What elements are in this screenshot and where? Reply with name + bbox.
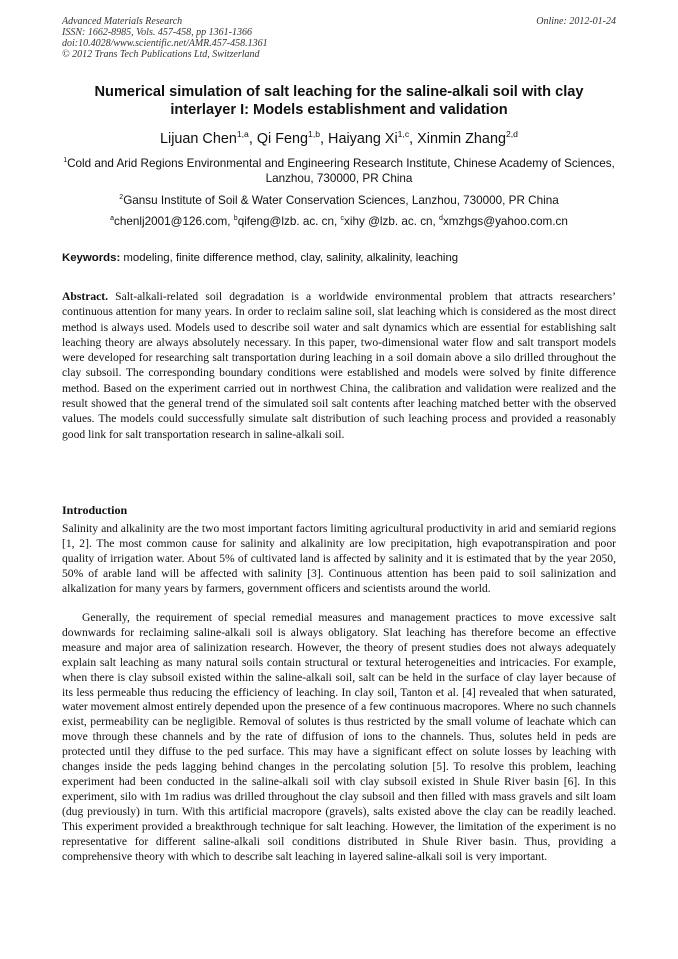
body-paragraph: Generally, the requirement of special remedial measures and management practices to move excessive salt downwards for reclaiming saline-alkali soil is always obligatory. Slat leaching has therefore become an effective measure and major area of salinization research. However, the theory of present studies does not always adequately explain salt leaching as many natural soils contain structural or textural heterogeneities and intricacies. For example, when there is clay subsoil existed within the saline-alkali soil, salt can be held in the surface of clay layer because of its less permeable thus reducing the efficiency of leaching. In clay soil, Tanton et al. [4] revealed that when saturated, water movement almost entirely depended upon the presence of a few continuous macropores. Where no such channels exist, permeability can be negligible. Removal of solutes is thus restricted by the small volume of leachate which can move through these channels and by the rate of diffusion of ions to the channels. Thus, solutes held in peds are protected until they diffuse to the ped surface. This may have a significant effect on solute losses by leaching with changes inside the peds lagging behind changes in the percolating solution [5]. To resolve this problem, leaching experiment had been conducted in the saline-alkali soil with clay subsoil existed in Shule River basin [6]. In this experiment, silo with 1m radius was drilled throughout the clay subsoil and then filled with mass gravels and silt loam (dug previously) in turn. With this artificial macropore (gravels), salts existed above the clay can be readily leached. This experiment provided a breakthrough technique for salt leaching. However, the limitation of the experiment is no representative for different saline-alkali soil conditions distributed in Shule River basin. Thus, providing a comprehensive theory with which to describe salt leaching in layered saline-alkali soil is very important.: [62, 611, 616, 863]
section-heading-introduction: Introduction: [62, 503, 128, 517]
affiliation-2: [62, 193, 616, 208]
paper-title: Numerical simulation of salt leaching for the saline-alkali soil with clay interlayer I: Models establishment and validation: [94, 84, 584, 118]
affiliation-text: Cold and Arid Regions Environmental and Engineering Research Institute, Chinese Academy of Sciences, Lanzhou, 730000, PR China: [67, 157, 615, 185]
email-mark: b: [233, 215, 238, 223]
online-date: Online: 2012-01-24: [536, 16, 616, 27]
email-address: xmzhgs@yahoo.com.cn: [442, 215, 568, 228]
email-mark: c: [340, 215, 345, 223]
copyright-line: © 2012 Trans Tech Publications Ltd, Switzerland: [62, 49, 260, 60]
author-name: Haiyang Xi: [328, 131, 398, 147]
email-address: chenlj2001@126.com,: [114, 215, 234, 228]
affiliation-mark: 2: [119, 194, 124, 202]
author-name: Xinmin Zhang: [417, 131, 506, 147]
abstract-text: Salt-alkali-related soil degradation is a worldwide environmental problem that attracts researchers’ continuous attention for many years. In order to reclaim saline soil, slat leaching which is considered as the most direct method is always used. Models used to describe soil water and salt dynamics which are essential for establishing salt leaching theory are always absolutely necessary. In this paper, two-dimensional water flow and salt transport models were developed for researching salt transportation during leaching in a soil domain above a silo drilled throughout the clay subsoil. The corresponding boundary conditions were established and models were solved by finite difference method. Based on the experiment carried out in northwest China, the calibration and validation were realized and the result showed that the general trend of the simulated soil salt contents after leaching matched better with the observed values. The models could successfully simulate salt distribution of such leaching process and provided a reasonably good link for salt transportation research in saline-alkali soil.: [62, 290, 616, 441]
doi-line: doi:10.4028/www.scientific.net/AMR.457-458.1361: [62, 38, 268, 49]
keywords-text: modeling, finite difference method, clay, salinity, alkalinity, leaching: [120, 252, 459, 264]
journal-name: Advanced Materials Research: [62, 16, 183, 27]
affiliation-mark: 1: [63, 157, 68, 165]
author-affiliation-mark: 1,b: [308, 129, 321, 140]
email-mark: d: [439, 215, 443, 223]
author-affiliation-mark: 1,a: [236, 129, 249, 140]
journal-header: [62, 16, 616, 60]
abstract-label: Abstract.: [62, 290, 109, 303]
abstract-paragraph: [62, 289, 616, 442]
author-affiliation-mark: 2,d: [505, 129, 518, 140]
affiliation-1: [62, 156, 616, 186]
email-mark: a: [110, 215, 115, 223]
author-emails: [62, 214, 616, 229]
email-address: qifeng@lzb. ac. cn,: [237, 215, 341, 228]
author-separator: ,: [320, 131, 329, 147]
keywords-label: Keywords:: [62, 252, 121, 264]
email-address: xihy @lzb. ac. cn,: [344, 215, 440, 228]
author-list: [62, 130, 616, 148]
author-name: Lijuan Chen: [160, 131, 237, 147]
affiliation-text: Gansu Institute of Soil & Water Conservation Sciences, Lanzhou, 730000, PR China: [123, 194, 559, 207]
author-separator: ,: [409, 131, 418, 147]
body-paragraph: Salinity and alkalinity are the two most important factors limiting agricultural productivity in arid and semiarid regions [1, 2]. The most common cause for salinity and alkalinity are low precipitation, high evapotranspiration and poor quality of irrigation water. About 5% of cultivated land is affected by salinity and it is estimated that by the year 2050, 50% of arable land will be affected with salinity [3]. Continuous attention has been paid to soil salinization and alkalization for many years by farmers, government officers and scientists around the world.: [62, 522, 616, 595]
keywords-line: [62, 251, 616, 265]
author-separator: ,: [248, 131, 257, 147]
issn-line: ISSN: 1662-8985, Vols. 457-458, pp 1361-1366: [62, 27, 252, 38]
author-affiliation-mark: 1,c: [397, 129, 410, 140]
author-name: Qi Feng: [256, 131, 309, 147]
